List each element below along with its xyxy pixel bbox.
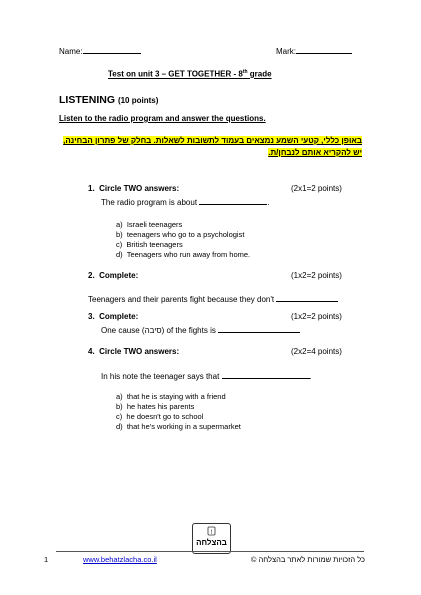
- question-2-blank[interactable]: [276, 293, 338, 302]
- test-title-grade: grade: [247, 69, 272, 79]
- question-4-option-c[interactable]: [116, 412, 203, 421]
- name-label: Name:: [59, 47, 83, 56]
- question-3-prompt-text: One cause (סיבה) of the fights is: [101, 326, 216, 335]
- page-number: 1: [44, 555, 49, 564]
- question-2-number: 2.: [88, 271, 95, 280]
- question-4-heading: [88, 347, 179, 356]
- test-title: [108, 69, 272, 79]
- question-4-label: Circle TWO answers:: [99, 347, 180, 356]
- question-3-label: Complete:: [99, 312, 139, 321]
- option-letter: a): [116, 220, 123, 229]
- option-text: that he's working in a supermarket: [126, 422, 241, 431]
- copyright-notice: כל הזכויות שמורות לאתר בהצלחה ©: [250, 555, 365, 564]
- question-1-heading: [88, 184, 179, 193]
- question-4-prompt: In his note the teenager says that .: [101, 372, 312, 381]
- name-blank: [83, 45, 141, 54]
- question-3-prompt: [101, 324, 300, 335]
- question-1-option-c[interactable]: [116, 240, 183, 249]
- question-1-label: Circle TWO answers:: [99, 184, 180, 193]
- question-3-blank[interactable]: [218, 324, 300, 333]
- section-title: [59, 94, 158, 106]
- logo-text: בהצלחה: [196, 538, 227, 547]
- hebrew-note-line2-text: יש להקריא אותם לנבחן/ת.: [268, 148, 362, 157]
- question-1-prompt-text: The radio program is about: [101, 198, 198, 207]
- option-text: British teenagers: [126, 240, 183, 249]
- question-4-number: 4.: [88, 347, 95, 356]
- option-letter: c): [116, 240, 123, 249]
- question-2-label: Complete:: [99, 271, 139, 280]
- option-letter: b): [116, 230, 123, 239]
- option-text: Teenagers who run away from home.: [126, 250, 251, 259]
- question-4-points: (2x2=4 points): [291, 347, 342, 356]
- question-2-prompt-text: Teenagers and their parents fight because they don't: [88, 295, 275, 304]
- section-points: (10 points): [117, 96, 159, 105]
- test-title-sup: th: [242, 69, 248, 75]
- behatzlacha-logo: [192, 523, 231, 554]
- name-field: [59, 45, 141, 56]
- option-text: he hates his parents: [126, 402, 195, 411]
- mark-label: Mark:: [276, 47, 296, 56]
- question-4-option-d[interactable]: [116, 422, 241, 431]
- test-title-text: Test on unit 3 – GET TOGETHER - 8: [108, 69, 243, 79]
- option-letter: b): [116, 402, 123, 411]
- question-1-option-a[interactable]: [116, 220, 182, 229]
- option-text: teenagers who go to a psychologist: [126, 230, 245, 239]
- question-2-prompt: [88, 293, 338, 304]
- mark-field: [276, 45, 352, 56]
- question-3-heading: [88, 312, 138, 321]
- hebrew-note-line1-text: באופן כללי, קטעי השמע נמצאים בעמוד לתשובות לשאלות. בחלק של פתרון הבחינה,: [63, 136, 362, 145]
- website-link-text[interactable]: www.behatzlacha.co.il: [83, 555, 157, 564]
- question-2-points: (1x2=2 points): [291, 271, 342, 280]
- section-name: LISTENING: [59, 94, 116, 106]
- hebrew-note-line1: [63, 136, 362, 145]
- option-text: he doesn't go to school: [126, 412, 204, 421]
- question-1-option-d[interactable]: [116, 250, 250, 259]
- footer-divider: [56, 551, 364, 552]
- question-1-blank: [199, 196, 267, 205]
- option-text: Israeli teenagers: [126, 220, 183, 229]
- question-1-option-b[interactable]: [116, 230, 244, 239]
- question-3-points: (1x2=2 points): [291, 312, 342, 321]
- question-4-blank: [222, 370, 310, 379]
- section-instruction: Listen to the radio program and answer the questions.: [59, 114, 266, 123]
- option-letter: a): [116, 392, 123, 401]
- question-2-heading: [88, 271, 138, 280]
- hebrew-note-line2: [268, 148, 362, 157]
- question-1-points: (2x1=2 points): [291, 184, 342, 193]
- question-4-option-a[interactable]: [116, 392, 226, 401]
- question-4-option-b[interactable]: [116, 402, 194, 411]
- question-3-number: 3.: [88, 312, 95, 321]
- mark-blank: [296, 45, 352, 54]
- question-4-prompt-text: In his note the teenager says that: [101, 372, 220, 381]
- option-letter: c): [116, 412, 123, 421]
- option-letter: d): [116, 250, 123, 259]
- svg-text:!: !: [210, 529, 213, 536]
- website-link[interactable]: [83, 555, 157, 564]
- question-1-number: 1.: [88, 184, 95, 193]
- question-1-prompt: The radio program is about .: [101, 198, 270, 207]
- option-text: that he is staying with a friend: [126, 392, 226, 401]
- option-letter: d): [116, 422, 123, 431]
